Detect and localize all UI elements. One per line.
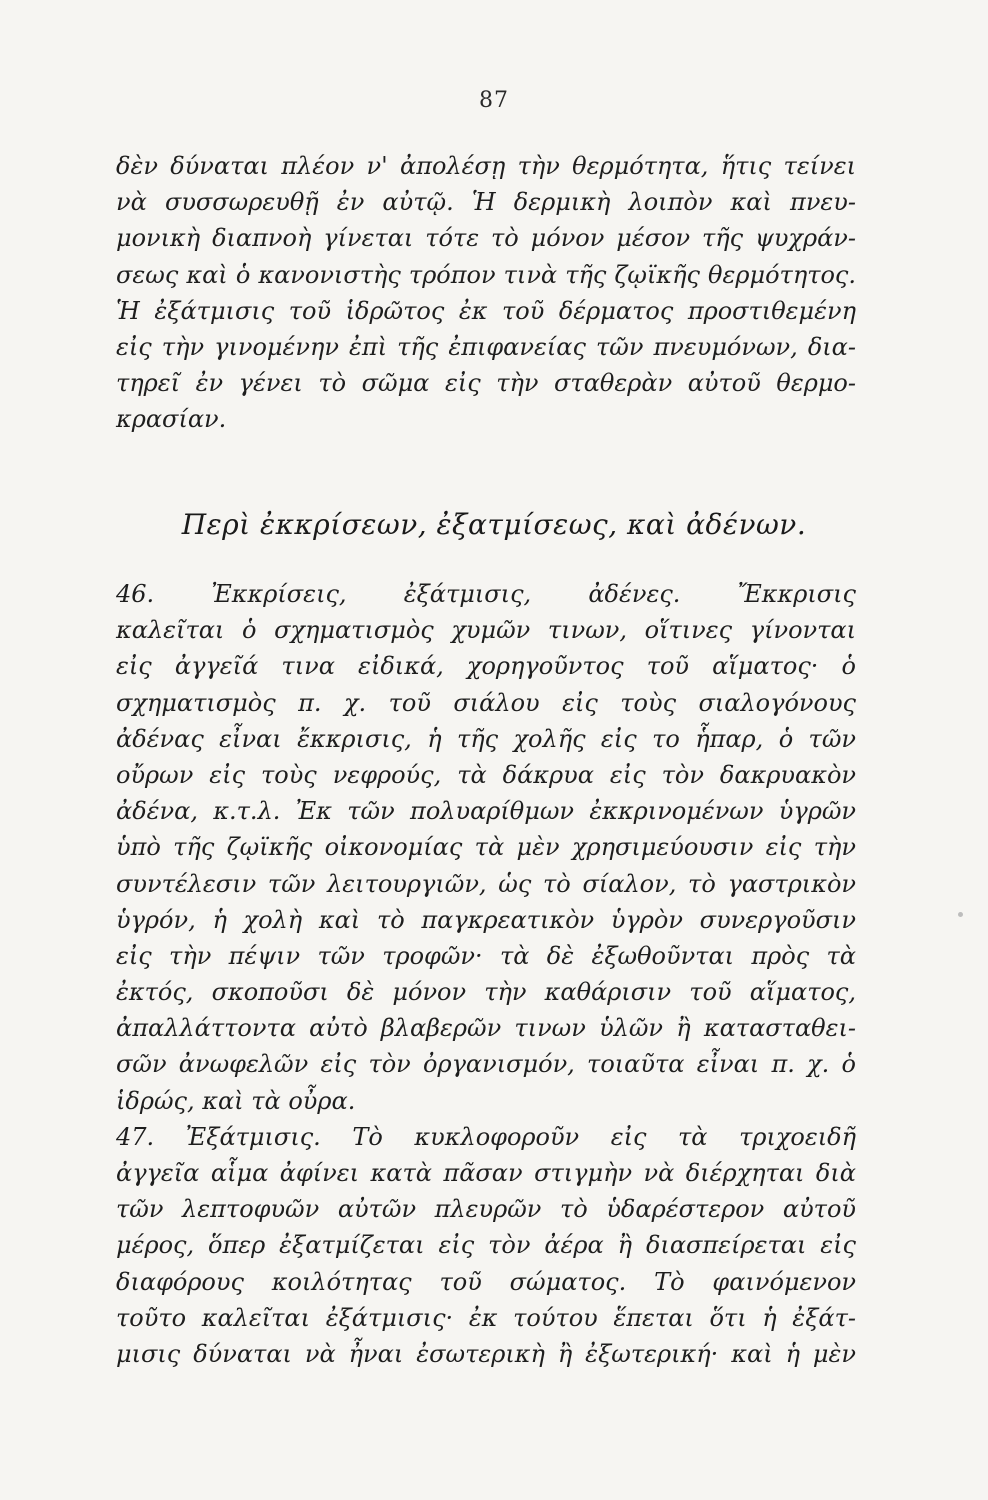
text-line: ἱδρώς, καὶ τὰ οὖρα. [116, 1086, 356, 1115]
text-line: εἰς τὴν πέψιν τῶν τροφῶν· τὰ δὲ ἐξωθοῦνται πρὸς τὰ [116, 941, 856, 970]
text-line: ἀδένας εἶναι ἔκκρισις, ἡ τῆς χολῆς εἰς το ἧπαρ, ὁ τῶν [116, 724, 856, 753]
text-line: δὲν δύναται πλέον ν' ἀπολέσῃ τὴν θερμότητα, ἥτις τείνει [116, 152, 856, 180]
text-line: ὑπὸ τῆς ζῳϊκῆς οἰκονομίας τὰ μὲν χρησιμεύουσιν εἰς τὴν [116, 833, 856, 862]
text-line: ἀδένα, κ.τ.λ. Ἐκ τῶν πολυαρίθμων ἐκκρινομένων ὑγρῶν [116, 797, 856, 826]
text-line: ἀγγεῖα αἷμα ἀφίνει κατὰ πᾶσαν στιγμὴν νὰ διέρχηται διὰ [116, 1159, 856, 1187]
section-heading: Περὶ ἐκκρίσεων, ἐξατμίσεως, καὶ ἀδένων. [181, 508, 807, 541]
text-line: συντέλεσιν τῶν λειτουργιῶν, ὡς τὸ σίαλον, τὸ γαστρικὸν [116, 869, 856, 898]
text-line: σχηματισμὸς π. χ. τοῦ σιάλου εἰς τοὺς σιαλογόνους [116, 688, 856, 717]
text-line: ὑγρόν, ἡ χολὴ καὶ τὸ παγκρεατικὸν ὑγρὸν συνεργοῦσιν [116, 905, 856, 934]
text-line: οὔρων εἰς τοὺς νεφρούς, τὰ δάκρυα εἰς τὸν δακρυακὸν [116, 760, 856, 789]
text-line: καλεῖται ὁ σχηματισμὸς χυμῶν τινων, οἵτινες γίνονται [116, 616, 856, 645]
text-line: ἐκτός, σκοποῦσι δὲ μόνον τὴν καθάρισιν τοῦ αἵματος, [116, 978, 856, 1007]
text-line: μέρος, ὅπερ ἐξατμίζεται εἰς τὸν ἀέρα ἢ διασπείρεται εἰς [116, 1231, 856, 1260]
text-line: τοῦτο καλεῖται ἐξάτμισις· ἐκ τούτου ἕπεται ὅτι ἡ ἐξάτ- [116, 1303, 856, 1332]
page-number: 87 [479, 88, 509, 113]
text-line: μισις δύναται νὰ ἦναι ἐσωτερικὴ ἢ ἐξωτερική· καὶ ἡ μὲν [116, 1339, 856, 1368]
text-line: σῶν ἀνωφελῶν εἰς τὸν ὀργανισμόν, τοιαῦτα εἶναι π. χ. ὁ [116, 1050, 856, 1079]
paragraph-bottom [116, 576, 856, 1372]
text-line: εἰς τὴν γινομένην ἐπὶ τῆς ἐπιφανείας τῶν πνευμόνων, δια- [116, 332, 856, 361]
text-line: σεως καὶ ὁ κανονιστὴς τρόπον τινὰ τῆς ζῳϊκῆς θερμότητος. [116, 260, 856, 289]
text-line: διαφόρους κοιλότητας τοῦ σώματος. Τὸ φαινόμενον [116, 1267, 856, 1296]
text-line: μονικὴ διαπνοὴ γίνεται τότε τὸ μόνον μέσον τῆς ψυχράν- [116, 224, 856, 253]
text-line: Ἡ ἐξάτμισις τοῦ ἱδρῶτος ἐκ τοῦ δέρματος προστιθεμένη [116, 296, 856, 325]
paragraph-top [116, 148, 856, 438]
text-line: 46. Ἐκκρίσεις, ἐξάτμισις, ἀδένες. Ἔκκρισις [116, 580, 856, 608]
text-line: ἀπαλλάττοντα αὐτὸ βλαβερῶν τινων ὑλῶν ἢ κατασταθει- [116, 1014, 856, 1043]
paper-speck [958, 912, 963, 917]
text-line: 47. Ἐξάτμισις. Τὸ κυκλοφοροῦν εἰς τὰ τριχοειδῆ [116, 1122, 856, 1151]
text-line: νὰ συσσωρευθῇ ἐν αὐτῷ. Ἡ δερμικὴ λοιπὸν καὶ πνευ- [116, 188, 856, 217]
text-line: τηρεῖ ἐν γένει τὸ σῶμα εἰς τὴν σταθερὰν αὐτοῦ θερμο- [116, 369, 856, 398]
text-line: εἰς ἀγγεῖά τινα εἰδικά, χορηγοῦντος τοῦ αἵματος· ὁ [116, 652, 856, 681]
text-line: κρασίαν. [116, 405, 227, 434]
text-line: τῶν λεπτοφυῶν αὐτῶν πλευρῶν τὸ ὑδαρέστερον αὐτοῦ [116, 1195, 856, 1224]
